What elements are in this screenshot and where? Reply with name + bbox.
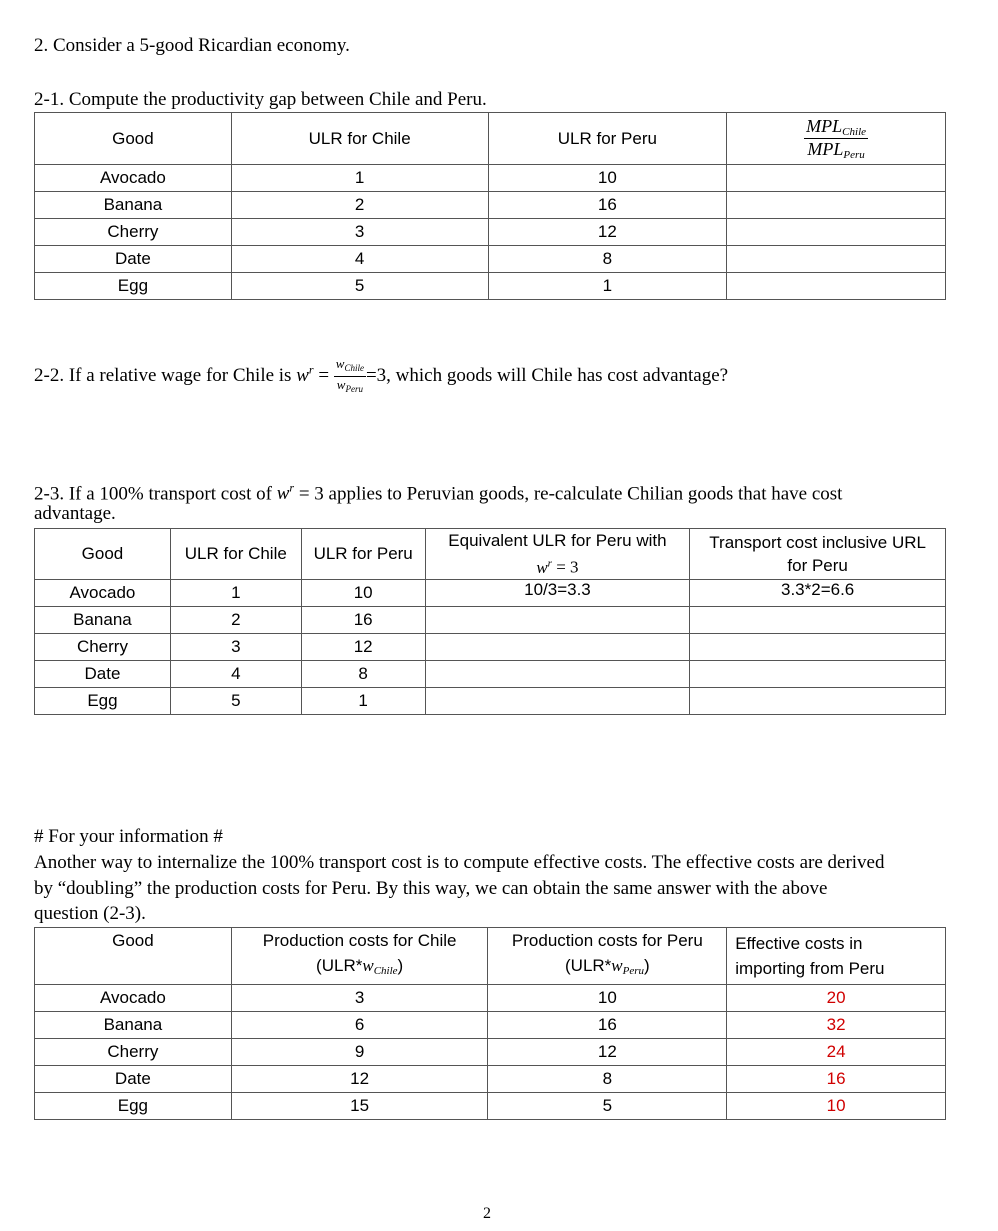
cell-effective: 10 xyxy=(727,1093,946,1120)
cell-good: Egg xyxy=(35,1093,232,1120)
table-row xyxy=(35,219,946,246)
cell-peru: 10 xyxy=(488,985,727,1012)
table-header-row xyxy=(35,113,946,165)
table-row xyxy=(35,273,946,300)
table-row xyxy=(35,192,946,219)
table-row xyxy=(35,661,946,688)
cell-peru: 12 xyxy=(488,219,727,246)
cell-peru: 1 xyxy=(301,688,425,715)
cell-peru: 16 xyxy=(488,1012,727,1039)
cell-good: Egg xyxy=(35,688,171,715)
header-transport-inclusive: Transport cost inclusive URL for Peru xyxy=(690,529,946,580)
cell-gap xyxy=(727,246,946,273)
cell-peru: 12 xyxy=(488,1039,727,1066)
cell-chile: 5 xyxy=(170,688,301,715)
cell-gap xyxy=(727,192,946,219)
header-good: Good xyxy=(35,113,232,165)
cell-good: Avocado xyxy=(35,580,171,607)
page-number: 2 xyxy=(483,1205,491,1222)
cell-effective: 24 xyxy=(727,1039,946,1066)
cell-good: Cherry xyxy=(35,634,171,661)
table-row xyxy=(35,607,946,634)
cell-gap xyxy=(727,165,946,192)
cell-peru: 16 xyxy=(488,192,727,219)
cell-good: Cherry xyxy=(35,1039,232,1066)
cell-peru: 12 xyxy=(301,634,425,661)
info-text-line1: Another way to internalize the 100% transport cost is to compute effective costs. The effective costs are derived xyxy=(34,852,885,873)
cell-equivalent xyxy=(425,661,690,688)
cell-chile: 2 xyxy=(170,607,301,634)
cell-chile: 9 xyxy=(231,1039,488,1066)
cell-transport: 3.3*2=6.6 xyxy=(690,580,946,607)
cell-effective: 20 xyxy=(727,985,946,1012)
table-row xyxy=(35,580,946,607)
mpl-ratio-fraction: $\frac{MPL_{Chile}}{MPL_{Peru}}$ xyxy=(806,116,867,161)
effective-costs-table xyxy=(34,927,946,1120)
cell-transport xyxy=(690,688,946,715)
info-text-line3: question (2-3). xyxy=(34,903,146,924)
q1-title: 2-1. Compute the productivity gap between Chile and Peru. xyxy=(34,89,487,110)
table-row xyxy=(35,1039,946,1066)
cell-chile: 3 xyxy=(170,634,301,661)
transport-cost-table xyxy=(34,528,946,715)
cell-chile: 1 xyxy=(231,165,488,192)
cell-good: Banana xyxy=(35,192,232,219)
cell-peru: 5 xyxy=(488,1093,727,1120)
cell-peru: 1 xyxy=(488,273,727,300)
table-row xyxy=(35,165,946,192)
cell-equivalent xyxy=(425,634,690,661)
cell-good: Cherry xyxy=(35,219,232,246)
cell-good: Egg xyxy=(35,273,232,300)
header-equivalent-ulr: Equivalent ULR for Peru with $w^r = 3$ xyxy=(425,529,690,580)
cell-peru: 10 xyxy=(301,580,425,607)
cell-gap xyxy=(727,273,946,300)
header-ulr-peru: ULR for Peru xyxy=(301,529,425,580)
info-text-line2: by “doubling” the production costs for Peru. By this way, we can obtain the same answer with the above xyxy=(34,878,828,899)
cell-peru: 8 xyxy=(301,661,425,688)
relative-wage-fraction: $\frac{w_{Chile}}{w_{Peru}}$ xyxy=(335,356,364,394)
productivity-gap-table xyxy=(34,112,946,300)
cell-good: Date xyxy=(35,1066,232,1093)
cell-peru: 10 xyxy=(488,165,727,192)
cell-peru: 16 xyxy=(301,607,425,634)
cell-good: Banana xyxy=(35,1012,232,1039)
cell-equivalent xyxy=(425,688,690,715)
header-ulr-chile: ULR for Chile xyxy=(231,113,488,165)
cell-chile: 6 xyxy=(231,1012,488,1039)
table-header-row xyxy=(35,928,946,985)
cell-effective: 32 xyxy=(727,1012,946,1039)
cell-good: Banana xyxy=(35,607,171,634)
cell-transport xyxy=(690,634,946,661)
q3-text-line2: advantage. xyxy=(34,503,116,524)
header-good: Good xyxy=(35,928,232,985)
cell-chile: 4 xyxy=(231,246,488,273)
cell-chile: 15 xyxy=(231,1093,488,1120)
q3-text-line1: 2-3. If a 100% transport cost of $w^r = 3$ applies to Peruvian goods, re-calculate Chilian goods that have cost xyxy=(34,481,843,505)
header-production-chile: Production costs for Chile $(ULR*w_{Chile})$ xyxy=(231,928,488,985)
cell-chile: 2 xyxy=(231,192,488,219)
table-row xyxy=(35,1066,946,1093)
table-row xyxy=(35,985,946,1012)
table-row xyxy=(35,246,946,273)
table-header-row xyxy=(35,529,946,580)
cell-transport xyxy=(690,607,946,634)
cell-equivalent: 10/3=3.3 xyxy=(425,580,690,607)
cell-equivalent xyxy=(425,607,690,634)
cell-good: Date xyxy=(35,661,171,688)
cell-good: Date xyxy=(35,246,232,273)
cell-chile: 3 xyxy=(231,219,488,246)
cell-gap xyxy=(727,219,946,246)
header-good: Good xyxy=(35,529,171,580)
table-row xyxy=(35,1012,946,1039)
header-effective-costs: Effective costs in importing from Peru xyxy=(727,928,946,985)
cell-peru: 8 xyxy=(488,246,727,273)
cell-chile: 3 xyxy=(231,985,488,1012)
info-title: # For your information # xyxy=(34,826,223,847)
cell-good: Avocado xyxy=(35,985,232,1012)
cell-transport xyxy=(690,661,946,688)
header-ulr-peru: ULR for Peru xyxy=(488,113,727,165)
cell-chile: 5 xyxy=(231,273,488,300)
cell-chile: 4 xyxy=(170,661,301,688)
table-row xyxy=(35,688,946,715)
header-mpl-ratio xyxy=(727,113,946,165)
q2-text: 2-2. If a relative wage for Chile is $w^r$ = $\frac{w_{Chile}}{w_{Peru}}$ =3, which goods will Chile has cost advantage? xyxy=(34,356,728,397)
header-ulr-chile: ULR for Chile xyxy=(170,529,301,580)
cell-peru: 8 xyxy=(488,1066,727,1093)
cell-effective: 16 xyxy=(727,1066,946,1093)
problem-heading: 2. Consider a 5-good Ricardian economy. xyxy=(34,35,350,56)
header-production-peru: Production costs for Peru $(ULR*w_{Peru})$ xyxy=(488,928,727,985)
table-row xyxy=(35,1093,946,1120)
table-row xyxy=(35,634,946,661)
cell-chile: 12 xyxy=(231,1066,488,1093)
cell-good: Avocado xyxy=(35,165,232,192)
cell-chile: 1 xyxy=(170,580,301,607)
